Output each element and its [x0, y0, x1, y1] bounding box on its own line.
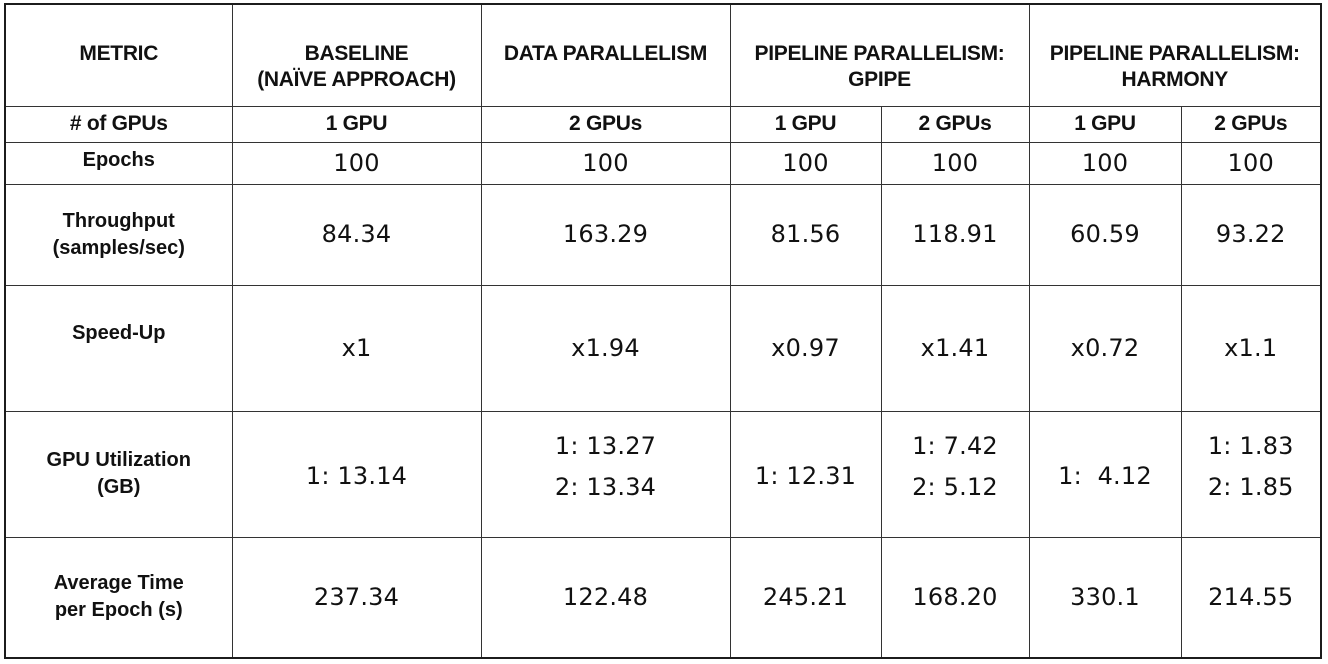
gpus-cell: 2 GPUs [1181, 106, 1320, 142]
gpus-cell: 1 GPU [232, 106, 481, 142]
header-gpipe-line1: PIPELINE PARALLELISM: [754, 42, 1005, 65]
speedup-cell: x1.41 [881, 285, 1029, 411]
throughput-cell: 60.59 [1029, 184, 1181, 285]
epoch-time-label: Average Time per Epoch (s) [6, 537, 232, 657]
epoch-time-row [6, 537, 1320, 657]
header-row [6, 5, 1320, 106]
header-gpipe-line2: GPIPE [848, 68, 911, 91]
header-data-parallelism: DATA PARALLELISM [481, 5, 730, 106]
header-baseline-line2: (NAÏVE APPROACH) [257, 68, 456, 91]
gpu-utilization-cell: 1: 1.83 2: 1.85 [1181, 411, 1320, 537]
gpus-cell: 1 GPU [1029, 106, 1181, 142]
speedup-cell: x0.72 [1029, 285, 1181, 411]
header-metric: METRIC [6, 5, 232, 106]
epochs-cell: 100 [730, 142, 881, 184]
epochs-cell: 100 [1029, 142, 1181, 184]
speedup-cell: x1.1 [1181, 285, 1320, 411]
gpus-cell: 1 GPU [730, 106, 881, 142]
epoch-time-cell: 122.48 [481, 537, 730, 657]
epochs-cell: 100 [1181, 142, 1320, 184]
epoch-time-cell: 168.20 [881, 537, 1029, 657]
epoch-time-cell: 330.1 [1029, 537, 1181, 657]
comparison-table-frame [4, 3, 1322, 659]
comparison-table [6, 5, 1320, 657]
epochs-cell: 100 [881, 142, 1029, 184]
header-harmony-line1: PIPELINE PARALLELISM: [1049, 42, 1300, 65]
throughput-cell: 93.22 [1181, 184, 1320, 285]
gpu-utilization-cell: 1: 13.14 [232, 411, 481, 537]
epochs-label: Epochs [6, 142, 232, 184]
epochs-row [6, 142, 1320, 184]
speedup-label: Speed-Up [6, 285, 232, 411]
gpus-label: # of GPUs [6, 106, 232, 142]
throughput-cell: 163.29 [481, 184, 730, 285]
header-baseline-line1: BASELINE [304, 42, 409, 65]
gpu-utilization-label: GPU Utilization (GB) [6, 411, 232, 537]
gpus-cell: 2 GPUs [881, 106, 1029, 142]
speedup-cell: x0.97 [730, 285, 881, 411]
gpus-row [6, 106, 1320, 142]
gpu-utilization-cell: 1: 4.12 [1029, 411, 1181, 537]
throughput-cell: 84.34 [232, 184, 481, 285]
epochs-cell: 100 [232, 142, 481, 184]
speedup-cell: x1.94 [481, 285, 730, 411]
epochs-cell: 100 [481, 142, 730, 184]
epoch-time-cell: 245.21 [730, 537, 881, 657]
header-baseline [232, 5, 481, 106]
speedup-cell: x1 [232, 285, 481, 411]
throughput-row [6, 184, 1320, 285]
gpus-cell: 2 GPUs [481, 106, 730, 142]
throughput-label: Throughput (samples/sec) [6, 184, 232, 285]
speedup-row [6, 285, 1320, 411]
header-harmony-line2: HARMONY [1121, 68, 1228, 91]
header-harmony [1029, 5, 1320, 106]
epoch-time-cell: 214.55 [1181, 537, 1320, 657]
gpu-utilization-row [6, 411, 1320, 537]
gpu-utilization-cell: 1: 7.42 2: 5.12 [881, 411, 1029, 537]
header-gpipe [730, 5, 1029, 106]
gpu-utilization-cell: 1: 13.27 2: 13.34 [481, 411, 730, 537]
throughput-cell: 118.91 [881, 184, 1029, 285]
epoch-time-cell: 237.34 [232, 537, 481, 657]
throughput-cell: 81.56 [730, 184, 881, 285]
gpu-utilization-cell: 1: 12.31 [730, 411, 881, 537]
